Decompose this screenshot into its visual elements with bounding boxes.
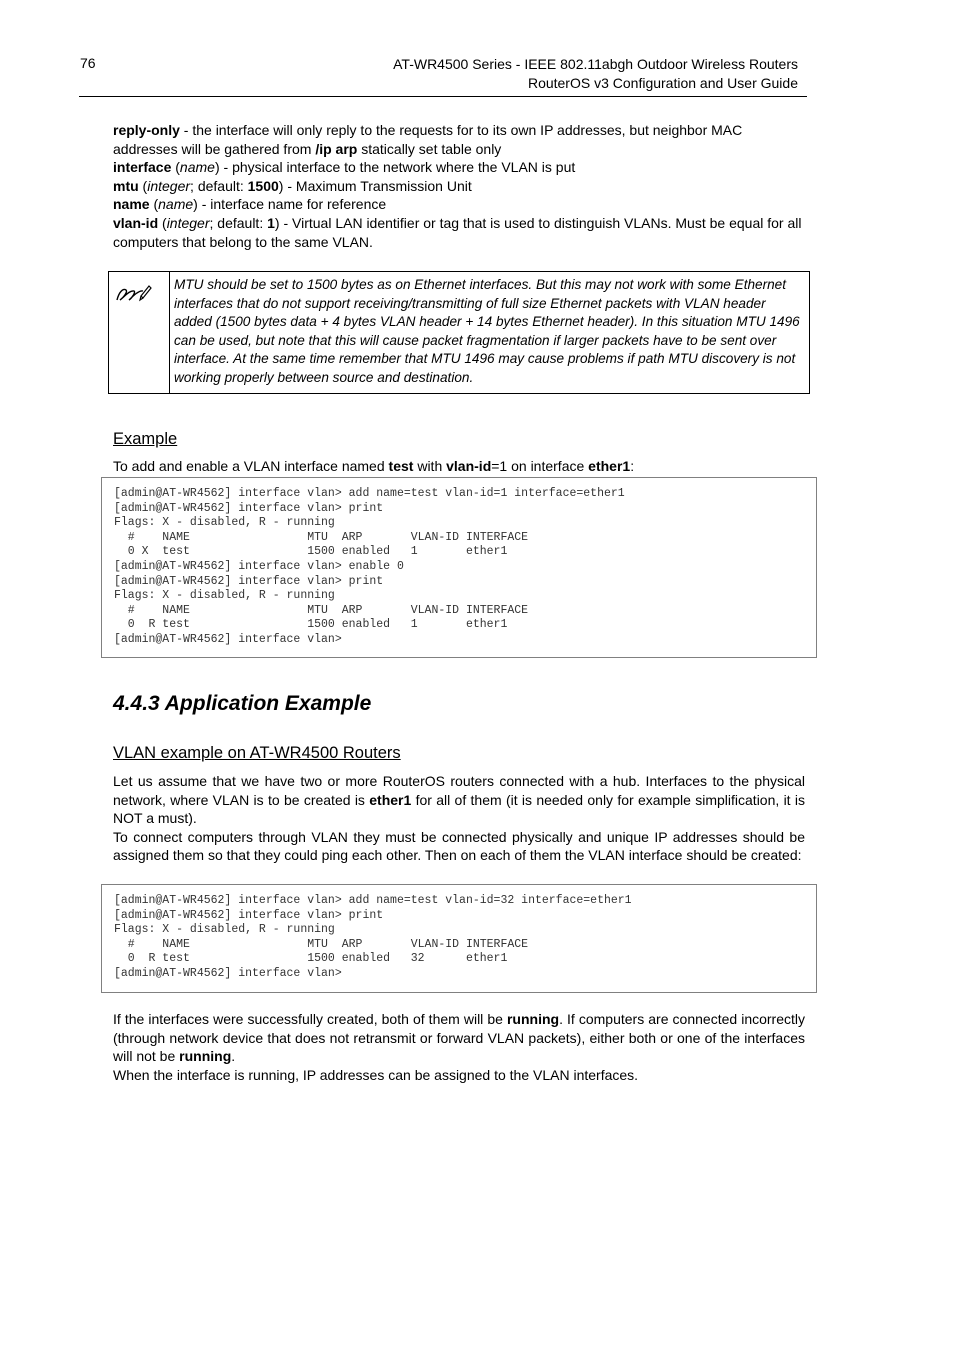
param-desc: - Maximum Transmission Unit	[283, 177, 472, 194]
param-desc: - physical interface to the network where the VLAN is put	[219, 159, 576, 176]
param-term: mtu	[113, 177, 139, 194]
param-term: vlan-id	[113, 214, 159, 231]
section-conclusion	[113, 1010, 805, 1084]
text-bold: ether1	[588, 458, 631, 474]
example-intro	[113, 457, 805, 476]
param-default: 1	[267, 214, 275, 231]
text-run: with	[413, 458, 447, 474]
param-type: integer	[147, 177, 191, 194]
param-term: name	[113, 196, 150, 213]
param-command: /ip arp	[315, 140, 358, 157]
header-rule	[79, 96, 807, 97]
note-box	[108, 271, 810, 394]
text-run: To add and enable a VLAN interface named	[113, 458, 389, 474]
text-run: If the interfaces were successfully created, both of them will be	[113, 1011, 507, 1027]
text-run: .	[231, 1048, 236, 1065]
note-icon-cell	[109, 272, 170, 393]
param-type: name	[158, 196, 194, 213]
code-text: [admin@AT-WR4562] interface vlan> add name=test vlan-id=1 interface=ether1 [admin@AT-WR4562] interface vlan> print Flags: X - disabled, R - running # NAME MTU ARP VLAN-ID INTERFACE 0 X test 1500 enabled 1 ether1 [admin@AT-WR4562] interface vlan> enable 0 [admin@AT-WR4562] interface vlan> print Flags: X - disabled, R - running # NAME MTU ARP VLAN-ID INTERFACE 0 R test 1500 enabled 1 ether1 [admin@AT-WR4562] interface vlan>	[114, 487, 625, 646]
text-run: for all of them (it is needed only for example simplification, it is NOT a must).	[113, 791, 805, 827]
paragraph: When the interface is running, IP addresses can be assigned to the VLAN interfaces.	[113, 1066, 639, 1083]
example-heading: Example	[113, 430, 178, 448]
text-bold: vlan-id	[446, 458, 492, 474]
param-mtu: mtu (integer; default: 1500) - Maximum Transmission Unit	[113, 177, 472, 194]
param-reply-only	[113, 121, 805, 158]
text-bold: test	[388, 458, 414, 474]
param-desc: - Virtual LAN identifier or tag that is used to distinguish VLANs. Must be equal for all computers that belong to the same VLAN.	[113, 214, 802, 250]
param-name: name (name) - interface name for reference	[113, 196, 387, 213]
param-interface: interface (name) - physical interface to the network where the VLAN is put	[113, 159, 576, 176]
text-run: =1 on interface	[491, 458, 589, 474]
paragraph	[113, 772, 805, 828]
text-run: . If computers are connected incorrectly (through network device that does not retransmit or forward VLAN packets), either both or one of the interfaces will not be	[113, 1011, 805, 1065]
text-bold: running	[506, 1011, 560, 1027]
note-text: MTU should be set to 1500 bytes as on Ethernet interfaces. But this may not work with some Ethernet interfaces that do not support receiving/transmitting of full size Ethernet packets with VLAN header added (1500 bytes data + 4 bytes VLAN header + 14 bytes Ethernet header). In this situation MTU 1496 can be used, but note that this will cause packet fragmentation if larger packets have to be sent over interface. At the same time remember that MTU 1496 may cause problems if path MTU discovery is not working properly between source and destination.	[174, 277, 800, 385]
param-default-label: ; default:	[209, 214, 268, 231]
section-title: 4.4.3 Application Example	[113, 692, 372, 715]
param-default: 1500	[247, 177, 279, 194]
text-run: :	[630, 458, 635, 474]
section-intro	[113, 772, 805, 865]
param-vlan-id: vlan-id (integer; default: 1) - Virtual LAN identifier or tag that is used to distinguish VLANs. Must be equal for all computers that belong to the same VLAN.	[113, 214, 802, 250]
text-run: Let us assume that we have two or more RouterOS routers connected with a hub. Interfaces to the physical network, where VLAN is to be created is	[113, 773, 805, 808]
text-bold: running	[179, 1048, 232, 1065]
code-block-example	[101, 477, 817, 658]
running-header-title: AT-WR4500 Series - IEEE 802.11abgh Outdoor Wireless Routers	[393, 56, 798, 72]
code-block-application	[101, 884, 817, 993]
paragraph: To connect computers through VLAN they must be connected physically and unique IP addresses should be assigned them so that they could ping each other. Then on each of them the VLAN interface should be created:	[113, 828, 805, 864]
text-bold: ether1	[369, 791, 412, 808]
param-term: interface	[113, 159, 172, 176]
param-term: reply-only	[113, 122, 180, 138]
code-text: [admin@AT-WR4562] interface vlan> add name=test vlan-id=32 interface=ether1 [admin@AT-WR4562] interface vlan> print Flags: X - disabled, R - running # NAME MTU ARP VLAN-ID INTERFACE 0 R test 1500 enabled 32 ether1 [admin@AT-WR4562] interface vlan>	[114, 894, 632, 980]
running-header	[393, 55, 798, 93]
param-type: name	[179, 159, 215, 176]
pen-note-icon	[113, 282, 153, 304]
paragraph	[113, 1010, 805, 1066]
page-number: 76	[80, 55, 96, 71]
param-type: integer	[166, 214, 210, 231]
section-subheading: VLAN example on AT-WR4500 Routers	[113, 744, 401, 762]
param-desc: - the interface will only reply to the requests for to its own IP addresses, but neighbor MAC addresses will be gathered from	[113, 122, 743, 157]
param-desc: - interface name for reference	[197, 196, 387, 213]
parameter-list	[113, 121, 805, 251]
param-desc: statically set table only	[357, 140, 502, 157]
param-default-label: ; default:	[190, 177, 248, 194]
running-header-subtitle: RouterOS v3 Configuration and User Guide	[527, 75, 798, 91]
